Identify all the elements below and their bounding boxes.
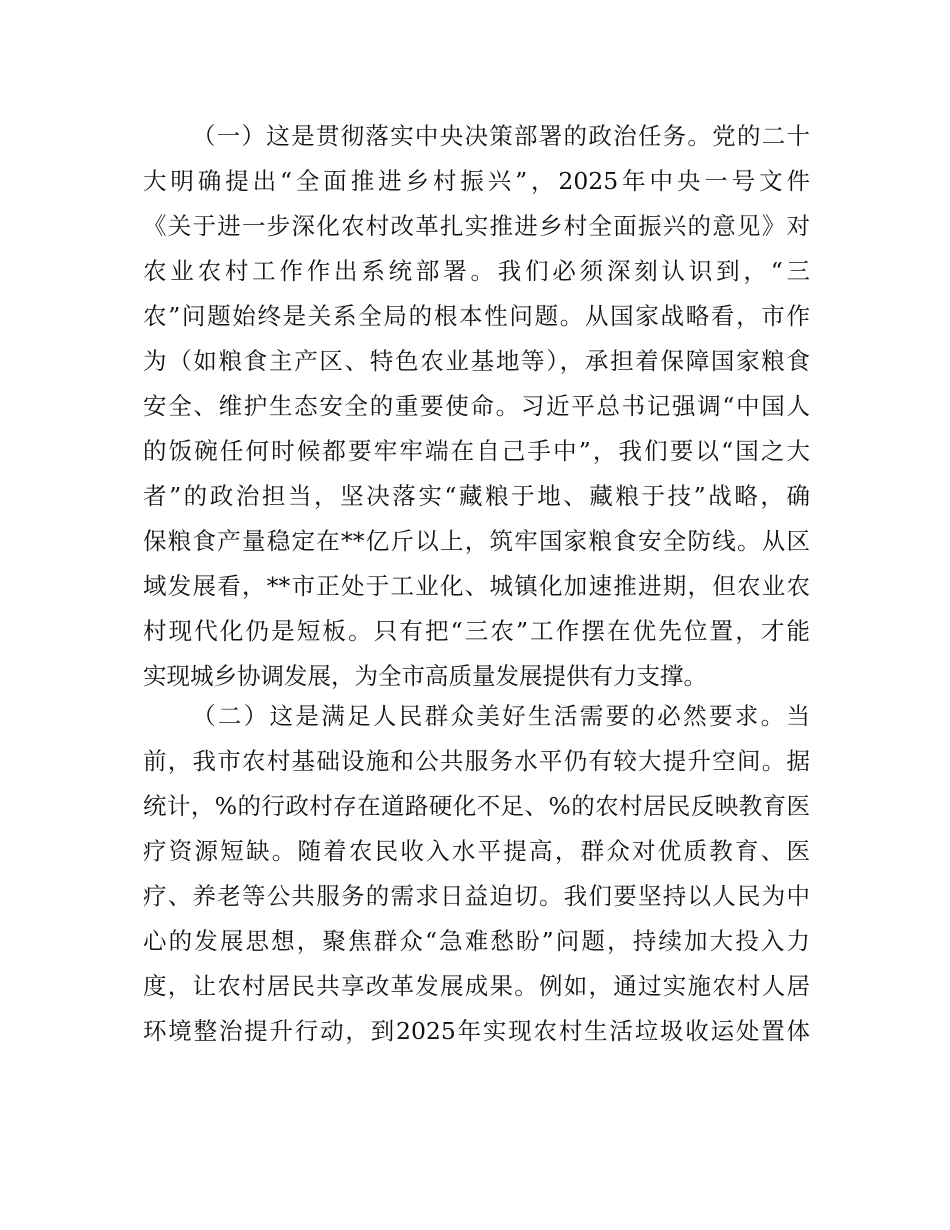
paragraph-line: 疗、养老等公共服务的需求日益迫切。我们要坚持以人民为中 [143,882,810,910]
paragraph-line: 度，让农村居民共享改革发展成果。例如，通过实施农村人居 [143,972,810,1000]
paragraph-line: 大明确提出“全面推进乡村振兴”，2025年中央一号文件 [143,167,810,195]
paragraph-line: 环境整治提升行动，到2025年实现农村生活垃圾收运处置体 [143,1017,810,1045]
paragraph-line: 农业农村工作作出系统部署。我们必须深刻认识到，“三 [143,257,810,285]
paragraph-line: 域发展看，**市正处于工业化、城镇化加速推进期，但农业农 [143,572,810,600]
paragraph-line: 安全、维护生态安全的重要使命。习近平总书记强调“中国人 [143,392,810,420]
paragraph-line: 者”的政治担当，坚决落实“藏粮于地、藏粮于技”战略，确 [143,482,810,510]
paragraph-line: 保粮食产量稳定在**亿斤以上，筑牢国家粮食安全防线。从区 [143,527,810,555]
paragraph-line: 的饭碗任何时候都要牢牢端在自己手中”，我们要以“国之大 [143,437,810,465]
paragraph-line: 疗资源短缺。随着农民收入水平提高，群众对优质教育、医 [143,837,810,865]
paragraph-line: 统计，%的行政村存在道路硬化不足、%的农村居民反映教育医 [143,792,810,820]
paragraph-1 [143,114,810,699]
paragraph-line: 农”问题始终是关系全局的根本性问题。从国家战略看，市作 [143,302,810,330]
paragraph-line: 为（如粮食主产区、特色农业基地等），承担着保障国家粮食 [143,347,810,375]
paragraph-line: （一）这是贯彻落实中央决策部署的政治任务。党的二十 [192,122,810,150]
paragraph-line: 《关于进一步深化农村改革扎实推进乡村全面振兴的意见》对 [143,212,810,240]
paragraph-line: 心的发展思想，聚焦群众“急难愁盼”问题，持续加大投入力 [143,927,810,955]
paragraph-line: 实现城乡协调发展，为全市高质量发展提供有力支撑。 [143,662,707,690]
paragraph-line: （二）这是满足人民群众美好生活需要的必然要求。当 [192,702,810,730]
paragraph-line: 前，我市农村基础设施和公共服务水平仍有较大提升空间。据 [143,747,810,775]
paragraph-line: 村现代化仍是短板。只有把“三农”工作摆在优先位置，才能 [143,617,810,645]
paragraph-2 [143,694,810,1054]
